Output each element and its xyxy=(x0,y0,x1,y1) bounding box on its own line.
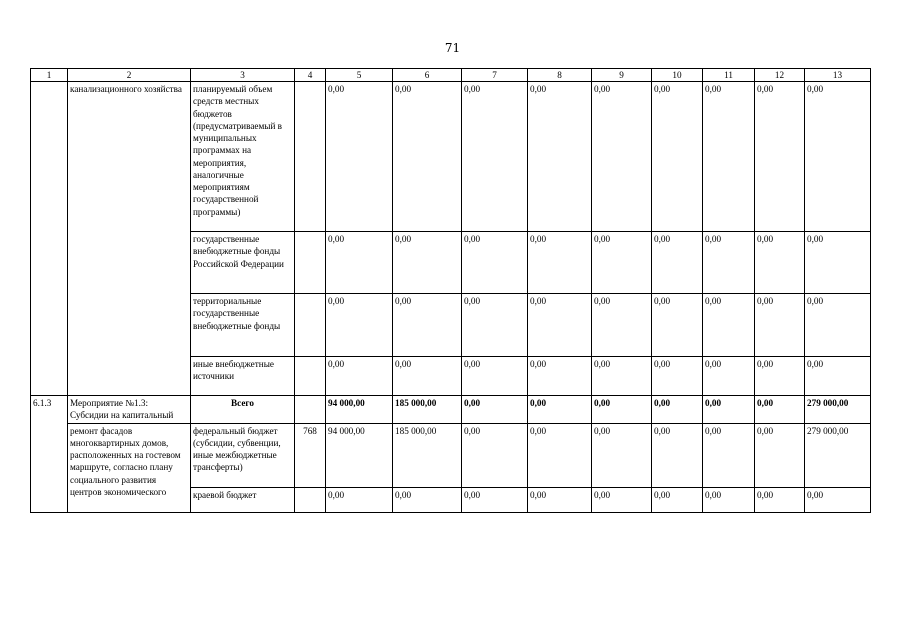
header-cell: 13 xyxy=(805,69,871,82)
value-cell: 0,00 xyxy=(592,357,652,396)
budget-code xyxy=(295,487,326,512)
value-cell: 0,00 xyxy=(805,487,871,512)
header-cell: 10 xyxy=(652,69,703,82)
value-cell: 279 000,00 xyxy=(805,423,871,487)
table-row xyxy=(31,82,871,232)
value-cell: 0,00 xyxy=(703,357,755,396)
header-cell: 3 xyxy=(191,69,295,82)
value-cell: 0,00 xyxy=(703,396,755,423)
value-cell: 0,00 xyxy=(755,487,805,512)
value-cell: 0,00 xyxy=(755,82,805,232)
page-number: 71 xyxy=(444,41,461,55)
budget-code: 768 xyxy=(295,423,326,487)
funding-source: федеральный бюджет (субсидии, субвенции, иные межбюджетные трансферты) xyxy=(191,423,295,487)
header-cell: 1 xyxy=(31,69,68,82)
value-cell: 0,00 xyxy=(755,396,805,423)
budget-code xyxy=(295,82,326,232)
funding-source: государственные внебюджетные фонды Российской Федерации xyxy=(191,232,295,294)
value-cell: 0,00 xyxy=(326,82,393,232)
value-cell: 0,00 xyxy=(462,232,528,294)
funding-source: краевой бюджет xyxy=(191,487,295,512)
value-cell: 0,00 xyxy=(805,232,871,294)
value-cell: 0,00 xyxy=(592,423,652,487)
value-cell: 0,00 xyxy=(592,82,652,232)
value-cell: 0,00 xyxy=(652,294,703,357)
value-cell: 279 000,00 xyxy=(805,396,871,423)
budget-code xyxy=(295,294,326,357)
value-cell: 0,00 xyxy=(462,396,528,423)
funding-source: иные внебюджетные источники xyxy=(191,357,295,396)
value-cell: 0,00 xyxy=(326,294,393,357)
value-cell: 0,00 xyxy=(755,294,805,357)
value-cell: 0,00 xyxy=(462,82,528,232)
table-row xyxy=(31,396,871,423)
funding-source: территориальные государственные внебюджетные фонды xyxy=(191,294,295,357)
value-cell: 0,00 xyxy=(805,294,871,357)
value-cell: 0,00 xyxy=(326,232,393,294)
value-cell: 0,00 xyxy=(592,294,652,357)
header-cell: 8 xyxy=(528,69,592,82)
value-cell: 0,00 xyxy=(703,82,755,232)
value-cell: 0,00 xyxy=(652,357,703,396)
funding-source-total: Всего xyxy=(191,396,295,423)
value-cell: 0,00 xyxy=(652,82,703,232)
value-cell: 0,00 xyxy=(528,396,592,423)
value-cell: 0,00 xyxy=(592,232,652,294)
value-cell: 0,00 xyxy=(755,357,805,396)
value-cell: 0,00 xyxy=(703,423,755,487)
value-cell: 0,00 xyxy=(528,423,592,487)
activity-name-rest: ремонт фасадов многоквартирных домов, расположенных на гостевом маршруте, согласно плану социального развития центров экономического xyxy=(68,423,191,512)
header-cell: 4 xyxy=(295,69,326,82)
budget-table xyxy=(30,68,871,513)
value-cell: 0,00 xyxy=(652,487,703,512)
value-cell: 94 000,00 xyxy=(326,423,393,487)
row-number xyxy=(31,82,68,396)
value-cell: 0,00 xyxy=(755,423,805,487)
value-cell: 0,00 xyxy=(703,232,755,294)
value-cell: 0,00 xyxy=(652,423,703,487)
table-row xyxy=(31,423,871,487)
header-cell: 7 xyxy=(462,69,528,82)
value-cell: 0,00 xyxy=(805,82,871,232)
value-cell: 0,00 xyxy=(462,294,528,357)
value-cell: 0,00 xyxy=(592,396,652,423)
header-cell: 5 xyxy=(326,69,393,82)
activity-name-top: Мероприятие №1.3: Субсидии на капитальный xyxy=(68,396,191,423)
value-cell: 185 000,00 xyxy=(393,396,462,423)
value-cell: 0,00 xyxy=(393,82,462,232)
value-cell: 0,00 xyxy=(805,357,871,396)
value-cell: 0,00 xyxy=(528,82,592,232)
value-cell: 0,00 xyxy=(652,232,703,294)
header-cell: 9 xyxy=(592,69,652,82)
value-cell: 0,00 xyxy=(326,357,393,396)
value-cell: 0,00 xyxy=(462,423,528,487)
value-cell: 0,00 xyxy=(393,357,462,396)
value-cell: 0,00 xyxy=(528,232,592,294)
funding-source: планируемый объем средств местных бюджетов (предусматриваемый в муниципальных программах на мероприятия, аналогичные мероприятиям государственной программы) xyxy=(191,82,295,232)
value-cell: 0,00 xyxy=(703,294,755,357)
value-cell: 0,00 xyxy=(462,357,528,396)
value-cell: 0,00 xyxy=(528,294,592,357)
header-cell: 6 xyxy=(393,69,462,82)
budget-code xyxy=(295,232,326,294)
value-cell: 185 000,00 xyxy=(393,423,462,487)
value-cell: 0,00 xyxy=(326,487,393,512)
budget-code xyxy=(295,357,326,396)
activity-name: канализационного хозяйства xyxy=(68,82,191,396)
value-cell: 0,00 xyxy=(393,294,462,357)
header-cell: 12 xyxy=(755,69,805,82)
value-cell: 0,00 xyxy=(528,487,592,512)
header-row xyxy=(31,69,871,82)
value-cell: 0,00 xyxy=(393,487,462,512)
header-cell: 2 xyxy=(68,69,191,82)
value-cell: 0,00 xyxy=(592,487,652,512)
value-cell: 0,00 xyxy=(652,396,703,423)
value-cell: 0,00 xyxy=(528,357,592,396)
value-cell: 0,00 xyxy=(755,232,805,294)
row-number: 6.1.3 xyxy=(31,396,68,512)
value-cell: 0,00 xyxy=(462,487,528,512)
value-cell: 0,00 xyxy=(703,487,755,512)
value-cell: 94 000,00 xyxy=(326,396,393,423)
value-cell: 0,00 xyxy=(393,232,462,294)
budget-code xyxy=(295,396,326,423)
header-cell: 11 xyxy=(703,69,755,82)
